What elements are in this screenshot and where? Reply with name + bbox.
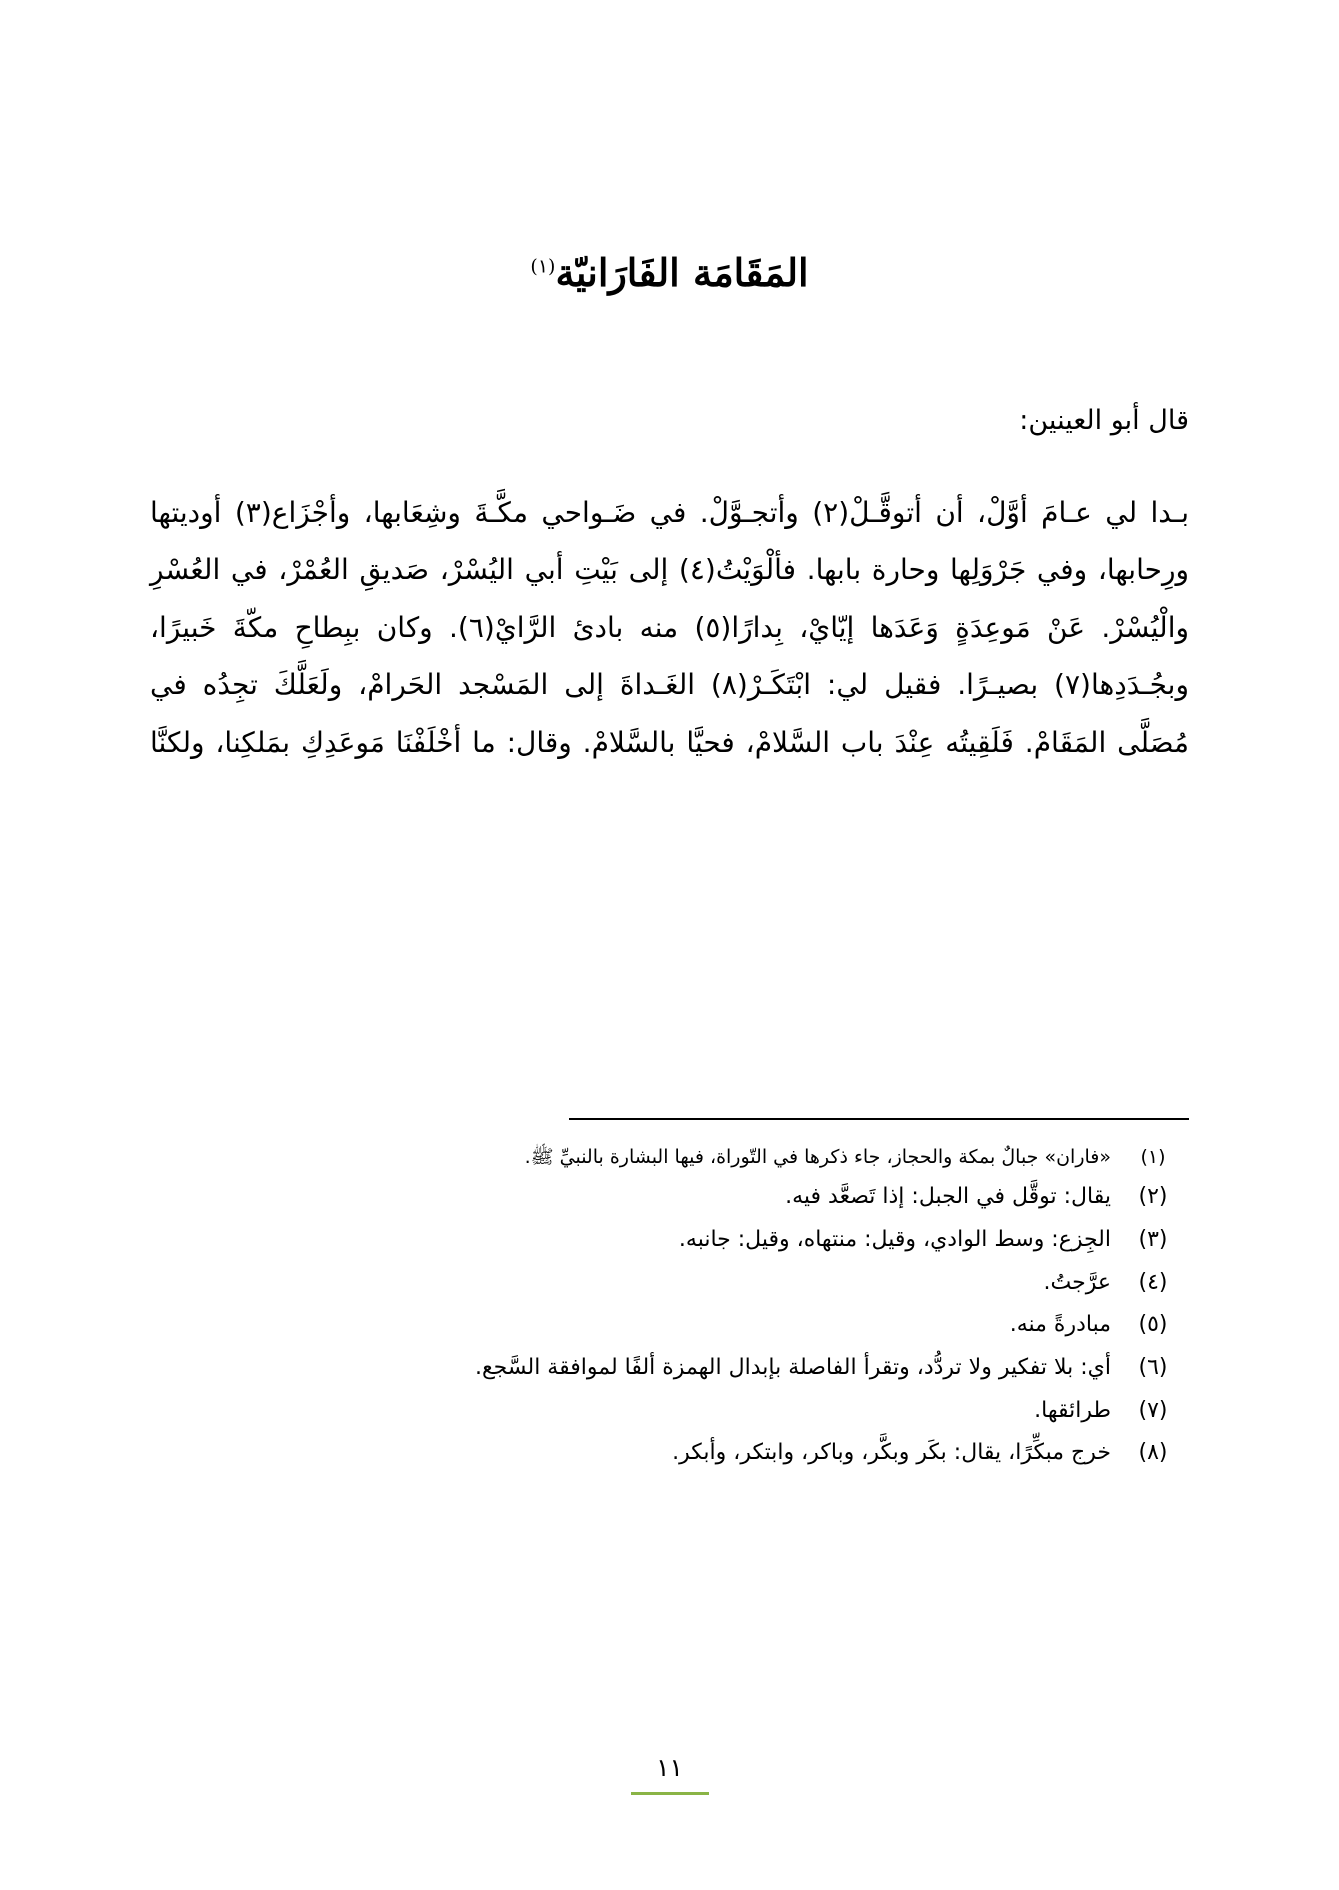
footnote-item — [150, 1263, 1189, 1304]
footnote-item — [150, 1348, 1189, 1389]
footnote-item — [150, 1177, 1189, 1218]
footnote-number: (٤) — [1138, 1269, 1168, 1295]
page-number: ١١ — [656, 1753, 683, 1782]
footnote-text: طرائقها. — [1034, 1397, 1111, 1423]
footnote-text: أي: بلا تفكير ولا تردُّد، وتقرأ الفاصلة بإبدال الهمزة ألفًا لموافقة السَّجع. — [474, 1354, 1111, 1380]
footnotes-list — [150, 1140, 1189, 1476]
footnote-text: خرج مبكِّرًا، يقال: بكَر وبكَّر، وباكر، وابتكر، وأبكر. — [672, 1440, 1111, 1466]
footnote-text: مبادرةً منه. — [1009, 1312, 1111, 1338]
footnote-number: (٧) — [1138, 1397, 1168, 1423]
body-paragraph: بـدا لي عـامَ أوَّلْ، أن أتوقَّـلْ(٢) وأتجـوَّلْ. في ضَـواحي مكَّـةَ وشِعَابها، وأجْزَاع(٣) أوديتها ورِحابها، وفي جَرْوَلِها وحارة بابها. فألْوَيْتُ(٤) إلى بَيْتِ أبي اليُسْرْ، صَديقِ العُمْرْ، في العُسْرِ والْيُسْرْ. عَنْ مَوعِدَةٍ وَعَدَها إيّايْ، بِدارًا(٥) منه بادئ الرَّايْ(٦). وكان ببِطاحِ مكّةَ خَبيرًا، وبجُـدَدِها(٧) بصيـرًا. فقيل لي: ابْتَكَـرْ(٨) الغَـداةَ إلى المَسْجد الحَرامْ، ولَعَلَّكَ تجِدُه في مُصَلَّى المَقَامْ. فَلَقِيتُه عِنْدَ باب السَّلامْ، فحيَّا بالسَّلامْ. وقال: ما أخْلَفْنَا مَوعَدِكِ بمَلكِنا، ولكنَّا — [150, 496, 1190, 759]
title-footnote-marker: (١) — [530, 255, 556, 278]
footnote-number: (١) — [1140, 1146, 1166, 1168]
footnote-number: (٦) — [1138, 1354, 1168, 1380]
speaker-line: قال أبو العينين: — [1019, 405, 1189, 436]
page-title — [150, 250, 1189, 295]
footnote-item — [150, 1140, 1189, 1175]
footnote-text: الجِزع: وسط الوادي، وقيل: منتهاه، وقيل: جانبه. — [678, 1226, 1111, 1252]
footnote-text: يقال: توقَّل في الجبل: إذا تَصعَّد فيه. — [785, 1184, 1111, 1210]
footnote-item — [150, 1305, 1189, 1346]
footnote-text: عرَّجتُ. — [1043, 1269, 1111, 1295]
footnote-item — [150, 1391, 1189, 1432]
footer-accent-rule — [631, 1792, 709, 1795]
footnote-number: (٣) — [1138, 1226, 1168, 1252]
footnote-item — [150, 1220, 1189, 1261]
footnote-number: (٢) — [1138, 1184, 1168, 1210]
footnote-number: (٨) — [1138, 1440, 1168, 1466]
footnote-number: (٥) — [1138, 1312, 1168, 1338]
footnote-item — [150, 1433, 1189, 1474]
footnote-separator-rule — [569, 1118, 1189, 1120]
page-content — [0, 0, 1339, 771]
footnote-text: «فاران» جبالٌ بمكة والحجاز، جاء ذكرها في التّوراة، فيها البشارة بالنبيِّ ﷺ. — [524, 1146, 1111, 1168]
page-footer — [0, 1753, 1339, 1795]
page-title-text: المَقَامَة الفَارَانيّة — [555, 250, 809, 295]
